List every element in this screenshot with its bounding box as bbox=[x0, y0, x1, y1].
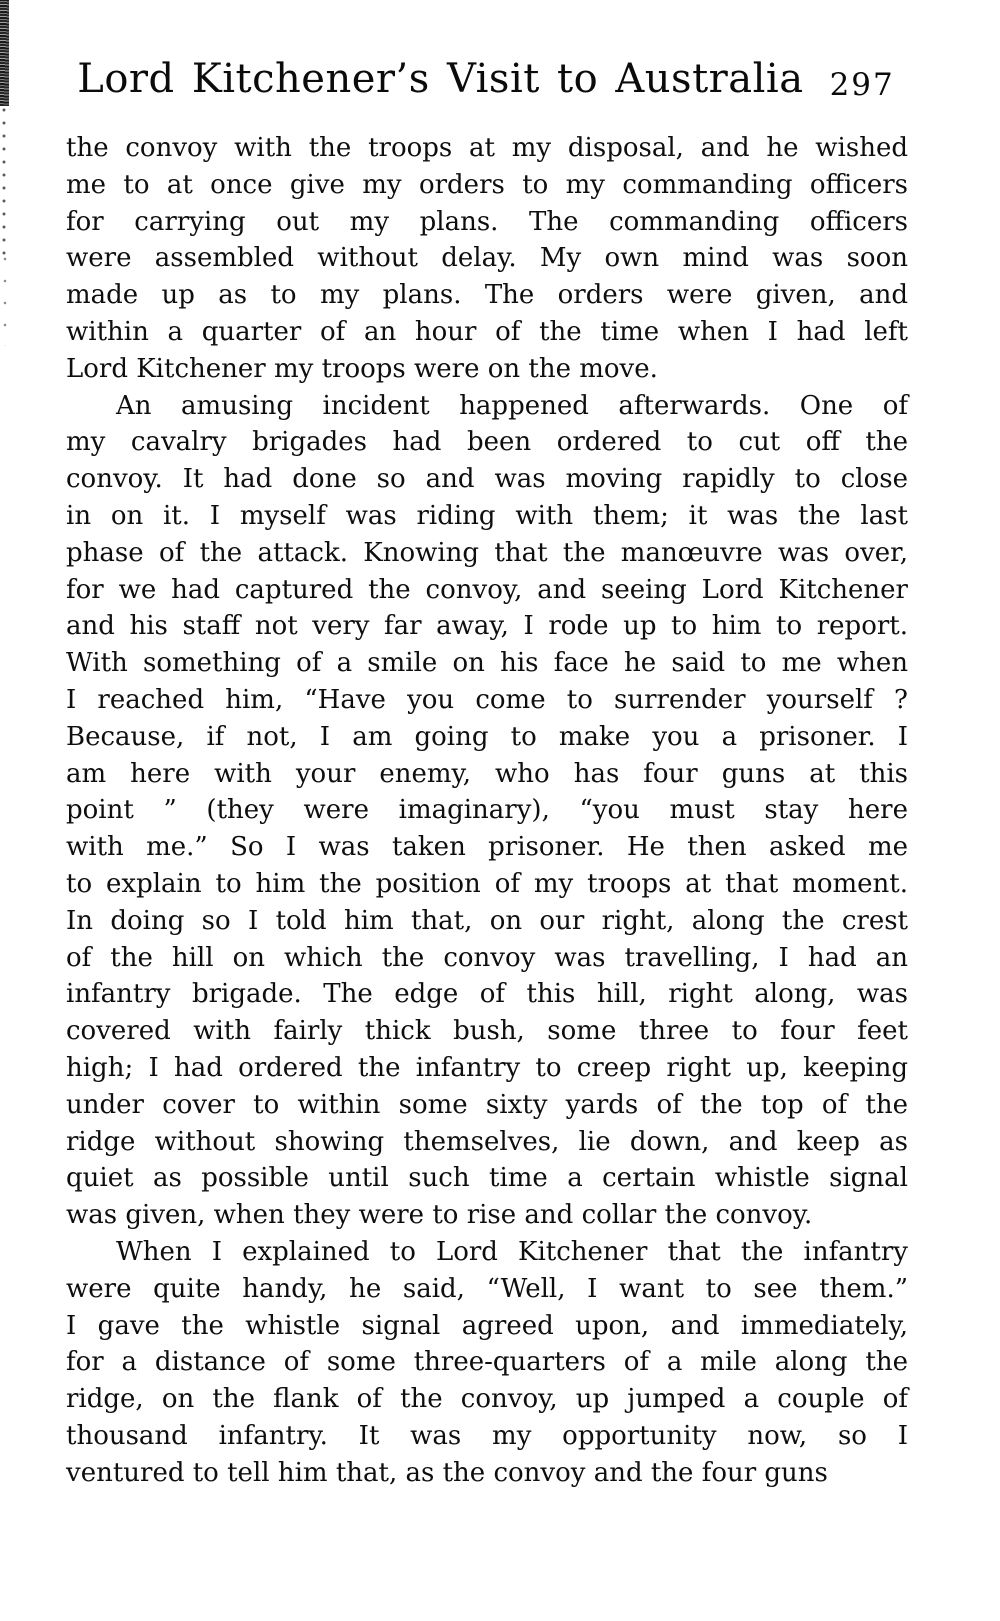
text-line: for we had captured the convoy, and seeing Lord Kitchener bbox=[66, 574, 908, 605]
paragraph bbox=[66, 388, 908, 1234]
page-header bbox=[64, 56, 908, 102]
text-line: phase of the attack. Knowing that the manœuvre was over, bbox=[66, 537, 908, 568]
text-line: the convoy with the troops at my disposal, and he wished bbox=[66, 133, 908, 163]
text-line: covered with fairly thick bush, some three to four feet bbox=[66, 1016, 908, 1047]
text-line: An amusing incident happened afterwards. One of bbox=[116, 390, 908, 421]
paragraph bbox=[66, 130, 908, 388]
text-line: quiet as possible until such time a certain whistle signal bbox=[66, 1163, 908, 1194]
text-line: and his staff not very far away, I rode up to him to report. bbox=[66, 611, 908, 642]
text-line: in on it. I myself was riding with them; it was the last bbox=[66, 500, 908, 531]
scan-binding-artifact-speckles bbox=[2, 106, 7, 256]
text-line: point ” (they were imaginary), “you must stay here bbox=[66, 795, 908, 826]
text-line: of the hill on which the convoy was travelling, I had an bbox=[66, 942, 908, 973]
paragraph bbox=[66, 1234, 908, 1492]
text-line: In doing so I told him that, on our right, along the crest bbox=[66, 905, 908, 936]
text-line: am here with your enemy, who has four guns at this bbox=[66, 758, 908, 789]
text-line: were quite handy, he said, “Well, I want to see them.” bbox=[66, 1273, 908, 1304]
text-line: for carrying out my plans. The commanding officers bbox=[66, 206, 908, 237]
text-line: ridge, on the flank of the convoy, up jumped a couple of bbox=[66, 1384, 908, 1415]
text-line: With something of a smile on his face he said to me when bbox=[66, 648, 908, 679]
text-line: infantry brigade. The edge of this hill, right along, was bbox=[66, 979, 908, 1010]
text-line: ventured to tell him that, as the convoy and the four guns bbox=[66, 1457, 828, 1488]
scan-binding-artifact-dense bbox=[0, 0, 9, 106]
text-line: made up as to my plans. The orders were given, and bbox=[66, 280, 908, 311]
text-line: Lord Kitchener my troops were on the move. bbox=[66, 353, 658, 384]
text-line: to explain to him the position of my troops at that moment. bbox=[66, 868, 908, 899]
text-line: me to at once give my orders to my commanding officers bbox=[66, 169, 908, 200]
text-line: ridge without showing themselves, lie down, and keep as bbox=[66, 1126, 908, 1157]
page-title: Lord Kitchener’s Visit to Australia bbox=[77, 56, 804, 102]
text-line: I gave the whistle signal agreed upon, and immediately, bbox=[66, 1310, 908, 1341]
text-line: with me.” So I was taken prisoner. He then asked me bbox=[66, 832, 908, 863]
text-line: were assembled without delay. My own mind was soon bbox=[66, 243, 908, 274]
page-number: 297 bbox=[829, 67, 895, 103]
text-line: for a distance of some three-quarters of a mile along the bbox=[66, 1347, 908, 1378]
text-line: under cover to within some sixty yards of the top of the bbox=[66, 1089, 908, 1120]
text-line: Because, if not, I am going to make you a prisoner. I bbox=[66, 721, 908, 752]
text-line: I reached him, “Have you come to surrender yourself ? bbox=[66, 684, 908, 715]
text-line: thousand infantry. It was my opportunity now, so I bbox=[66, 1420, 908, 1451]
text-line: high; I had ordered the infantry to creep right up, keeping bbox=[66, 1052, 908, 1083]
text-line: convoy. It had done so and was moving rapidly to close bbox=[66, 464, 908, 495]
text-line: my cavalry brigades had been ordered to cut off the bbox=[66, 427, 908, 458]
text-line: was given, when they were to rise and collar the convoy. bbox=[66, 1200, 813, 1231]
text-line: within a quarter of an hour of the time when I had left bbox=[66, 316, 908, 347]
text-line: When I explained to Lord Kitchener that the infantry bbox=[116, 1236, 908, 1267]
page-body bbox=[66, 130, 908, 1491]
scan-binding-artifact-dots bbox=[3, 256, 7, 346]
